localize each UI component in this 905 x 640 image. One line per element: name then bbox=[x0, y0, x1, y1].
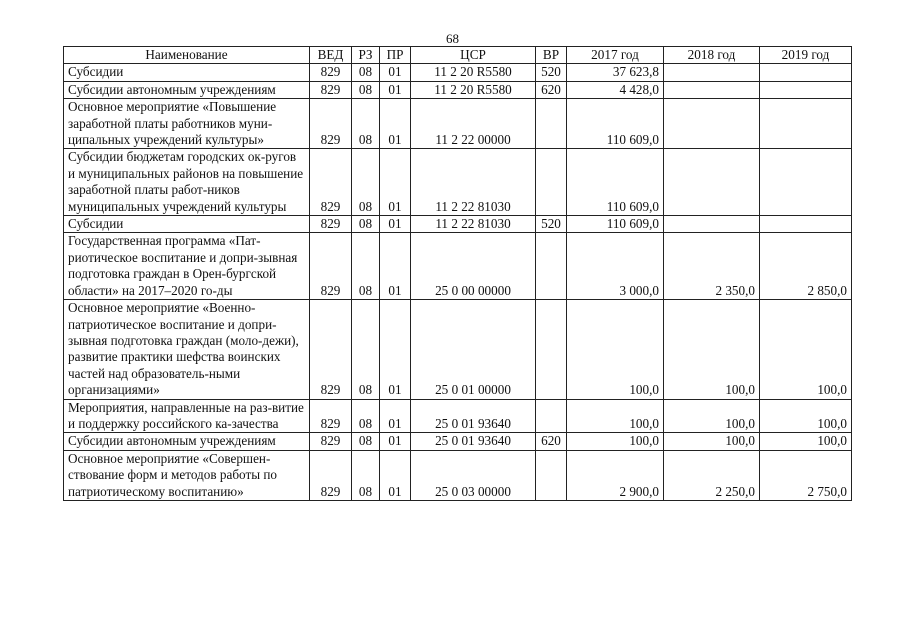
row-rz: 08 bbox=[352, 216, 380, 233]
row-name: Субсидии автономным учреждениям bbox=[64, 81, 310, 98]
row-2017: 2 900,0 bbox=[567, 450, 664, 500]
row-ved: 829 bbox=[310, 450, 352, 500]
row-csr: 11 2 20 R5580 bbox=[411, 64, 536, 81]
row-pr: 01 bbox=[380, 99, 411, 149]
row-2018: 2 350,0 bbox=[664, 233, 760, 300]
row-vr: 620 bbox=[536, 433, 567, 450]
row-2017: 37 623,8 bbox=[567, 64, 664, 81]
row-2017: 100,0 bbox=[567, 399, 664, 433]
row-pr: 01 bbox=[380, 399, 411, 433]
row-2018: 2 250,0 bbox=[664, 450, 760, 500]
row-ved: 829 bbox=[310, 233, 352, 300]
row-vr bbox=[536, 300, 567, 399]
row-2017: 100,0 bbox=[567, 433, 664, 450]
row-ved: 829 bbox=[310, 399, 352, 433]
row-csr: 11 2 22 81030 bbox=[411, 216, 536, 233]
row-rz: 08 bbox=[352, 99, 380, 149]
row-name: Государственная программа «Пат-риотическое воспитание и допри-зывная подготовка граждан в Орен-бургской области» на 2017–2020 го-ды bbox=[64, 233, 310, 300]
row-2018: 100,0 bbox=[664, 300, 760, 399]
row-2017: 100,0 bbox=[567, 300, 664, 399]
table-row bbox=[64, 149, 852, 216]
row-name: Субсидии автономным учреждениям bbox=[64, 433, 310, 450]
col-header-vr: ВР bbox=[536, 47, 567, 64]
row-rz: 08 bbox=[352, 149, 380, 216]
row-pr: 01 bbox=[380, 433, 411, 450]
row-2019: 100,0 bbox=[760, 433, 852, 450]
row-name: Мероприятия, направленные на раз-витие и поддержку российского ка-зачества bbox=[64, 399, 310, 433]
row-2019 bbox=[760, 149, 852, 216]
row-name: Субсидии бюджетам городских ок-ругов и муниципальных районов на повышение заработной платы работ-ников муниципальных учреждений культуры bbox=[64, 149, 310, 216]
row-vr bbox=[536, 233, 567, 300]
row-rz: 08 bbox=[352, 233, 380, 300]
row-rz: 08 bbox=[352, 450, 380, 500]
row-2019: 100,0 bbox=[760, 399, 852, 433]
row-csr: 25 0 01 00000 bbox=[411, 300, 536, 399]
table-row bbox=[64, 450, 852, 500]
row-pr: 01 bbox=[380, 233, 411, 300]
row-2017: 4 428,0 bbox=[567, 81, 664, 98]
row-2018 bbox=[664, 64, 760, 81]
row-pr: 01 bbox=[380, 216, 411, 233]
row-vr: 620 bbox=[536, 81, 567, 98]
row-ved: 829 bbox=[310, 99, 352, 149]
row-2019: 2 750,0 bbox=[760, 450, 852, 500]
table-row bbox=[64, 300, 852, 399]
table-body bbox=[64, 64, 852, 501]
col-header-pr: ПР bbox=[380, 47, 411, 64]
table-row bbox=[64, 64, 852, 81]
row-csr: 11 2 20 R5580 bbox=[411, 81, 536, 98]
row-rz: 08 bbox=[352, 300, 380, 399]
row-name: Субсидии bbox=[64, 216, 310, 233]
table-row bbox=[64, 216, 852, 233]
row-pr: 01 bbox=[380, 64, 411, 81]
row-vr bbox=[536, 99, 567, 149]
row-ved: 829 bbox=[310, 64, 352, 81]
row-rz: 08 bbox=[352, 399, 380, 433]
row-2019 bbox=[760, 99, 852, 149]
row-2019: 100,0 bbox=[760, 300, 852, 399]
col-header-2019: 2019 год bbox=[760, 47, 852, 64]
row-csr: 25 0 01 93640 bbox=[411, 399, 536, 433]
row-pr: 01 bbox=[380, 300, 411, 399]
row-ved: 829 bbox=[310, 149, 352, 216]
table-row bbox=[64, 81, 852, 98]
row-csr: 25 0 03 00000 bbox=[411, 450, 536, 500]
row-name: Основное мероприятие «Военно-патриотическое воспитание и допри-зывная подготовка граждан (моло-дежи), развитие практики шефства воинских частей над образователь-ными организациями» bbox=[64, 300, 310, 399]
budget-table bbox=[63, 46, 852, 501]
col-header-rz: РЗ bbox=[352, 47, 380, 64]
col-header-2017: 2017 год bbox=[567, 47, 664, 64]
row-vr bbox=[536, 399, 567, 433]
row-vr: 520 bbox=[536, 64, 567, 81]
row-vr bbox=[536, 149, 567, 216]
row-pr: 01 bbox=[380, 450, 411, 500]
col-header-ved: ВЕД bbox=[310, 47, 352, 64]
row-2017: 3 000,0 bbox=[567, 233, 664, 300]
page-number: 68 bbox=[446, 31, 459, 46]
row-rz: 08 bbox=[352, 433, 380, 450]
table-row bbox=[64, 233, 852, 300]
col-header-csr: ЦСР bbox=[411, 47, 536, 64]
row-pr: 01 bbox=[380, 81, 411, 98]
row-2019 bbox=[760, 216, 852, 233]
row-ved: 829 bbox=[310, 81, 352, 98]
row-2017: 110 609,0 bbox=[567, 216, 664, 233]
row-name: Основное мероприятие «Совершен-ствование форм и методов работы по патриотическому воспитанию» bbox=[64, 450, 310, 500]
row-2018 bbox=[664, 149, 760, 216]
row-rz: 08 bbox=[352, 81, 380, 98]
row-ved: 829 bbox=[310, 300, 352, 399]
row-vr: 520 bbox=[536, 216, 567, 233]
row-2018 bbox=[664, 81, 760, 98]
row-2019: 2 850,0 bbox=[760, 233, 852, 300]
row-vr bbox=[536, 450, 567, 500]
row-2018 bbox=[664, 216, 760, 233]
row-pr: 01 bbox=[380, 149, 411, 216]
col-header-name: Наименование bbox=[64, 47, 310, 64]
row-name: Субсидии bbox=[64, 64, 310, 81]
table-row bbox=[64, 399, 852, 433]
row-csr: 25 0 01 93640 bbox=[411, 433, 536, 450]
row-csr: 25 0 00 00000 bbox=[411, 233, 536, 300]
row-2018: 100,0 bbox=[664, 399, 760, 433]
row-2019 bbox=[760, 81, 852, 98]
table-header-row bbox=[64, 47, 852, 64]
row-rz: 08 bbox=[352, 64, 380, 81]
row-2019 bbox=[760, 64, 852, 81]
row-2017: 110 609,0 bbox=[567, 149, 664, 216]
row-2018: 100,0 bbox=[664, 433, 760, 450]
row-ved: 829 bbox=[310, 433, 352, 450]
row-name: Основное мероприятие «Повышение заработной платы работников муни-ципальных учреждений культуры» bbox=[64, 99, 310, 149]
row-ved: 829 bbox=[310, 216, 352, 233]
row-csr: 11 2 22 00000 bbox=[411, 99, 536, 149]
col-header-2018: 2018 год bbox=[664, 47, 760, 64]
table-row bbox=[64, 433, 852, 450]
row-2018 bbox=[664, 99, 760, 149]
table-row bbox=[64, 99, 852, 149]
row-2017: 110 609,0 bbox=[567, 99, 664, 149]
row-csr: 11 2 22 81030 bbox=[411, 149, 536, 216]
